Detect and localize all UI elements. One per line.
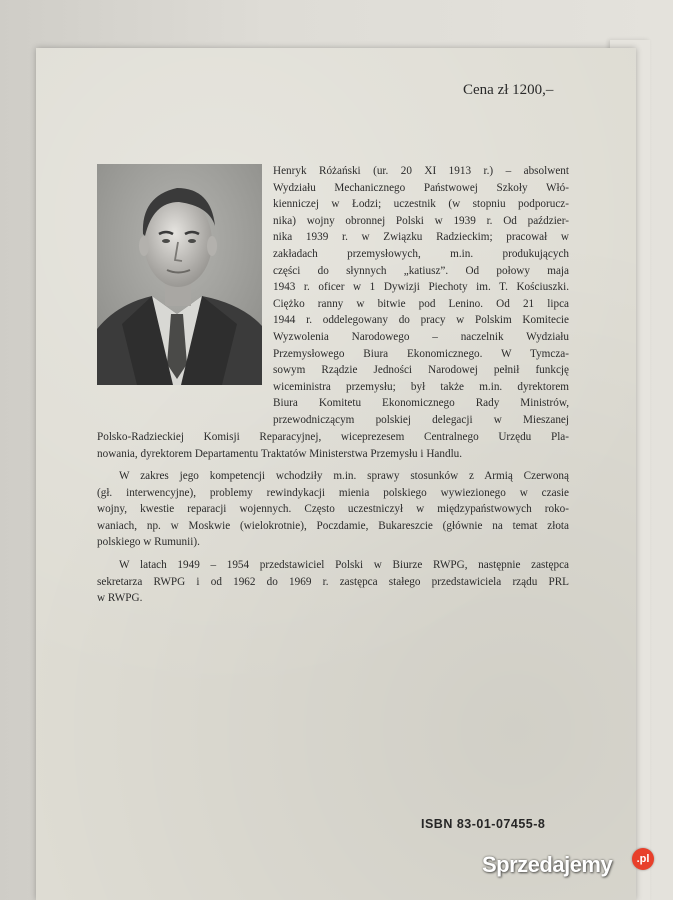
author-bio-rwpg: [97, 557, 569, 607]
author-bio-intro-continued: [97, 429, 569, 462]
bio-line: nowania, dyrektorem Departamentu Traktatów Ministerstwa Przemysłu i Handlu.: [97, 447, 463, 460]
bio-line: Wydziału Mechanicznego Państwowej Szkoły Włó-: [273, 181, 569, 194]
author-portrait: [97, 164, 262, 385]
bio-line: kienniczej w Łodzi; uczestnik (w stopniu podporucz-: [273, 198, 569, 211]
author-portrait-image: [97, 164, 262, 385]
bio-line: sekretarza RWPG i od 1962 do 1969 r. zastępca stałego przedstawiciela rządu PRL: [97, 575, 569, 588]
watermark-badge: .pl: [632, 848, 654, 870]
bio-line: części do słynnych „katiusz”. Od połowy maja: [273, 264, 569, 277]
bio-line: Przemysłowego Biura Ekonomicznego. W Tymcza-: [273, 347, 569, 360]
bio-line: W zakres jego kompetencji wchodziły m.in. sprawy stosunków z Armią Czerwoną: [119, 470, 569, 482]
bio-line: polskiego w Rumunii).: [97, 536, 200, 549]
bio-line: 1943 r. oficer w 1 Dywizji Piechoty im. T. Kościuszki.: [273, 281, 569, 294]
price-label: Cena zł 1200,–: [463, 82, 554, 98]
bio-line: zakładach przemysłowych, m.in. produkujących: [273, 247, 569, 260]
bio-line: Henryk Różański (ur. 20 XI 1913 r.) – absolwent: [273, 165, 569, 177]
bio-line: nika 1939 r. w Związku Radzieckim; pracował w: [273, 231, 569, 244]
author-bio-competence: [97, 468, 569, 551]
watermark-logo: [482, 848, 662, 882]
bio-line: (gł. interwencyjne), problemy rewindykacji mienia polskiego wywiezionego w czasie: [97, 486, 569, 499]
watermark-text: Sprzedajemy: [482, 852, 613, 877]
bio-line: 1944 r. oddelegowany do pracy w Polskim Komitecie: [273, 314, 569, 327]
bio-line: w RWPG.: [97, 592, 143, 605]
bio-line: Wyzwolenia Narodowego – naczelnik Wydziału: [273, 330, 569, 343]
bio-line: wiceministra przemysłu; był także m.in. dyrektorem: [273, 380, 569, 393]
bio-line: waniach, np. w Moskwie (wielokrotnie), Poczdamie, Bukareszcie (głównie na temat złota: [97, 519, 569, 532]
bio-line: sowym Rządzie Jedności Narodowej pełnił funkcję: [273, 364, 569, 377]
bio-line: Ciężko ranny w bitwie pod Lenino. Od 21 lipca: [273, 297, 569, 310]
bio-line: Polsko-Radzieckiej Komisji Reparacyjnej, wiceprezesem Centralnego Urzędu Pla-: [97, 431, 569, 443]
bio-line: W latach 1949 – 1954 przedstawiciel Polski w Biurze RWPG, następnie zastępca: [119, 559, 569, 571]
bio-line: nika) wojny obronnej Polski w 1939 r. Od paździer-: [273, 214, 569, 227]
author-bio-intro: [273, 163, 569, 429]
bio-line: Biura Komitetu Ekonomicznego Rady Ministrów,: [273, 397, 569, 410]
bio-line: wojny, kwestie reparacji wojennych. Często uczestniczył w międzypaństwowych roko-: [97, 503, 569, 516]
isbn-number: ISBN 83-01-07455-8: [421, 817, 546, 831]
bio-line: przewodniczącym polskiej delegacji w Mieszanej: [273, 413, 569, 426]
